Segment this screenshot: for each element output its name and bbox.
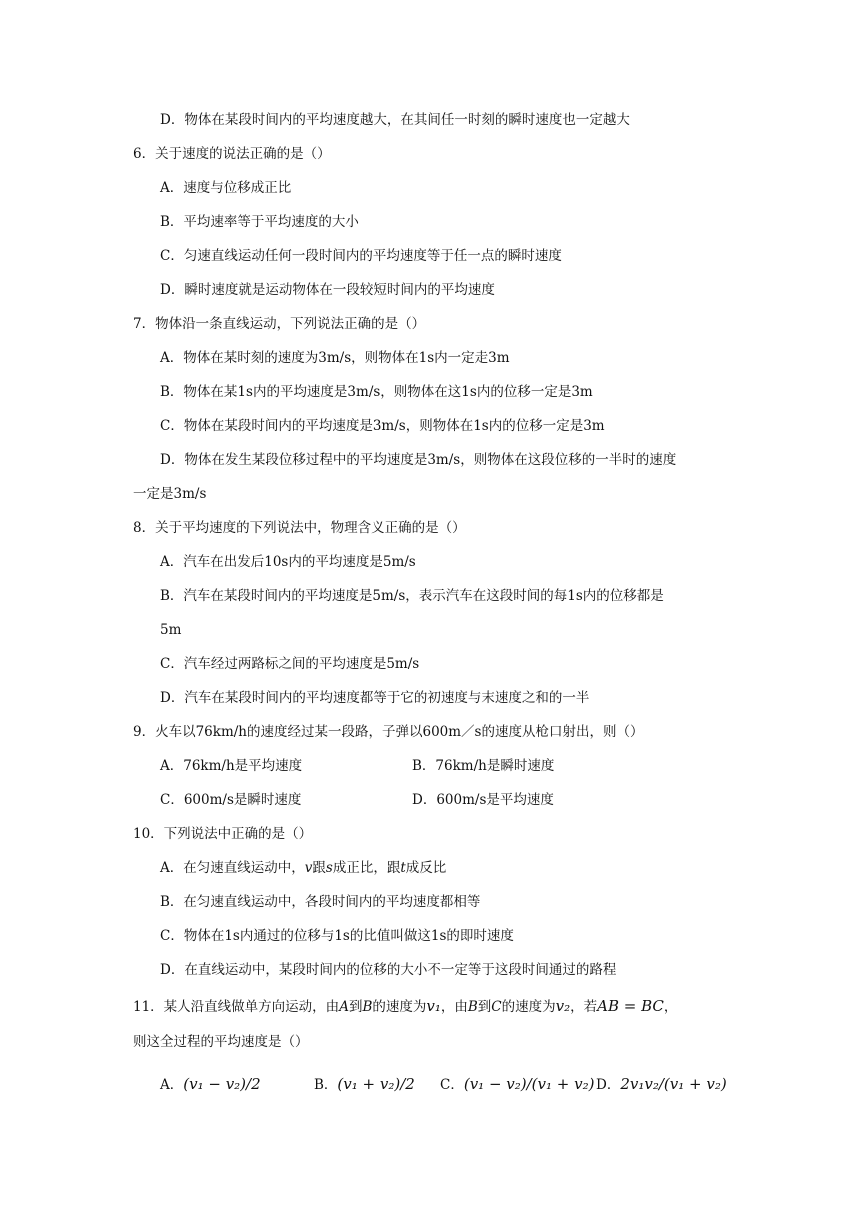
v2-symbol: v₂ bbox=[555, 997, 571, 1015]
question-11-text: ， bbox=[663, 999, 678, 1015]
question-10-option-b: B．在匀速直线运动中，各段时间内的平均速度都相等 bbox=[160, 894, 481, 910]
question-6-stem: 6．关于速度的说法正确的是（） bbox=[133, 146, 331, 162]
option-label: A． bbox=[160, 1077, 184, 1093]
question-11-text: ，由 bbox=[440, 999, 468, 1015]
question-11-option-a bbox=[160, 1074, 261, 1095]
question-7-option-c: C．物体在某段时间内的平均速度是3m/s，则物体在1s内的位移一定是3m bbox=[160, 418, 605, 434]
question-11-text: 11．某人沿直线做单方向运动，由 bbox=[133, 999, 340, 1015]
option-b-formula: (v₁ + v₂)/2 bbox=[337, 1075, 415, 1093]
question-9-option-c: C．600m/s是瞬时速度 bbox=[160, 792, 302, 808]
point-c-symbol: C bbox=[491, 999, 502, 1015]
question-8-option-b: B．汽车在某段时间内的平均速度是5m/s，表示汽车在这段时间的每1s内的位移都是 bbox=[160, 588, 664, 604]
question-10-option-a-text: A．在匀速直线运动中， bbox=[160, 860, 305, 876]
option-label: B． bbox=[314, 1077, 338, 1093]
displacement-symbol: s bbox=[325, 860, 333, 876]
question-9-option-a: A．76km/h是平均速度 bbox=[160, 758, 303, 774]
question-11-text: 的速度为 bbox=[372, 999, 427, 1015]
question-8-option-a: A．汽车在出发后10s内的平均速度是5m/s bbox=[160, 554, 416, 570]
question-10-option-d: D．在直线运动中，某段时间内的位移的大小不一定等于这段时间通过的路程 bbox=[160, 962, 617, 978]
question-11-stem-continued: 则这全过程的平均速度是（） bbox=[133, 1034, 309, 1050]
time-symbol: t bbox=[400, 860, 406, 876]
question-11-option-c bbox=[440, 1074, 594, 1095]
question-11-text: 到 bbox=[477, 999, 492, 1015]
option-label: D． bbox=[596, 1077, 621, 1093]
question-7-option-d: D．物体在发生某段位移过程中的平均速度是3m/s，则物体在这段位移的一半时的速度 bbox=[160, 452, 677, 468]
condition-formula: AB = BC bbox=[597, 997, 664, 1015]
question-8-option-b-continued: 5m bbox=[160, 622, 182, 638]
option-d-formula: 2v₁v₂/(v₁ + v₂) bbox=[620, 1075, 727, 1093]
question-7-option-a: A．物体在某时刻的速度为3m/s，则物体在1s内一定走3m bbox=[160, 350, 510, 366]
option-c-formula: (v₁ − v₂)/(v₁ + v₂) bbox=[463, 1075, 595, 1093]
velocity-symbol: v bbox=[304, 860, 313, 876]
question-10-option-a-text: 跟 bbox=[312, 860, 326, 876]
question-8-option-d: D．汽车在某段时间内的平均速度都等于它的初速度与末速度之和的一半 bbox=[160, 690, 590, 706]
question-5-option-d: D．物体在某段时间内的平均速度越大，在其间任一时刻的瞬时速度也一定越大 bbox=[160, 112, 630, 128]
question-7-option-b: B．物体在某1s内的平均速度是3m/s，则物体在这1s内的位移一定是3m bbox=[160, 384, 593, 400]
question-11-option-d bbox=[596, 1074, 727, 1095]
question-6-option-a: A．速度与位移成正比 bbox=[160, 180, 292, 196]
question-8-stem: 8．关于平均速度的下列说法中，物理含义正确的是（） bbox=[133, 520, 466, 536]
question-8-option-c: C．汽车经过两路标之间的平均速度是5m/s bbox=[160, 656, 420, 672]
question-7-option-d-continued: 一定是3m/s bbox=[133, 486, 207, 502]
question-7-stem: 7．物体沿一条直线运动，下列说法正确的是（） bbox=[133, 316, 426, 332]
question-6-option-d: D．瞬时速度就是运动物体在一段较短时间内的平均速度 bbox=[160, 282, 495, 298]
question-6-option-c: C．匀速直线运动任何一段时间内的平均速度等于任一点的瞬时速度 bbox=[160, 248, 562, 264]
question-11-text: ，若 bbox=[570, 999, 598, 1015]
question-11-stem bbox=[133, 996, 677, 1017]
option-label: C． bbox=[440, 1077, 464, 1093]
question-9-stem: 9．火车以76km/h的速度经过某一段路，子弹以600m／s的速度从枪口射出，则（） bbox=[133, 724, 644, 740]
question-10-option-a-text: 成正比，跟 bbox=[332, 860, 401, 876]
option-a-formula: (v₁ − v₂)/2 bbox=[183, 1075, 261, 1093]
question-11-option-b bbox=[314, 1074, 415, 1095]
question-10-option-a bbox=[160, 858, 446, 878]
question-10-option-a-text: 成反比 bbox=[405, 860, 447, 876]
question-11-text: 到 bbox=[348, 999, 363, 1015]
v1-symbol: v₁ bbox=[426, 997, 441, 1015]
question-11-text: 的速度为 bbox=[501, 999, 556, 1015]
question-10-option-c: C．物体在1s内通过的位移与1s的比值叫做这1s的即时速度 bbox=[160, 928, 514, 944]
question-6-option-b: B．平均速率等于平均速度的大小 bbox=[160, 214, 359, 230]
question-9-option-d: D．600m/s是平均速度 bbox=[412, 792, 554, 808]
question-9-option-b: B．76km/h是瞬时速度 bbox=[412, 758, 555, 774]
point-a-symbol: A bbox=[339, 999, 349, 1015]
point-b-symbol: B bbox=[467, 999, 478, 1015]
question-10-stem: 10．下列说法中正确的是（） bbox=[133, 826, 313, 842]
point-b-symbol: B bbox=[362, 999, 373, 1015]
